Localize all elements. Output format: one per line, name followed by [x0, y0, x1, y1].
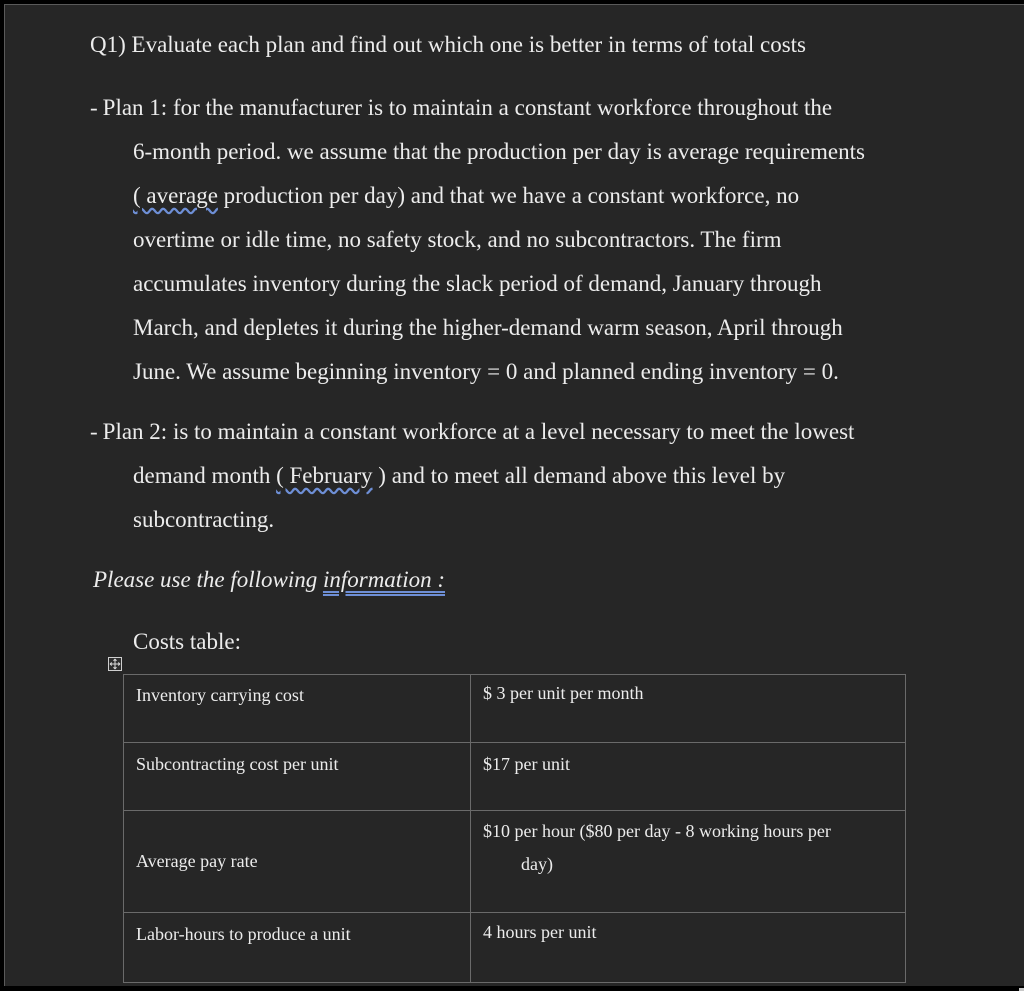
cost-value-cell[interactable]: 4 hours per unit: [471, 913, 906, 983]
costs-table-title: Costs table:: [133, 629, 241, 654]
plan-1-line-2: 6-month period. we assume that the production per day is average requirements: [133, 139, 865, 164]
cost-value-line-1: $10 per hour ($80 per day - 8 working hours per: [483, 821, 831, 841]
plan-1-line-6: March, and depletes it during the higher-demand warm season, April through: [133, 315, 843, 340]
spellcheck-word-february[interactable]: ( February: [276, 463, 373, 488]
table-move-handle-icon[interactable]: [108, 657, 122, 671]
cost-value-cell[interactable]: $ 3 per unit per month: [471, 675, 906, 743]
plan-2-line-1: Plan 2: is to maintain a constant workforce at a level necessary to meet the lowest: [102, 419, 855, 444]
cost-label-cell[interactable]: Subcontracting cost per unit: [124, 743, 471, 811]
plan-2-line-2-start: demand month: [133, 463, 277, 488]
table-row: [124, 675, 906, 743]
plan-1-line-1: Plan 1: for the manufacturer is to maintain a constant workforce throughout the: [102, 95, 833, 120]
plan-2-line-2-end: ) and to meet all demand above this level by: [372, 463, 786, 488]
plan-2-dash: -: [90, 419, 98, 444]
document-page: [4, 4, 1024, 986]
cost-value-line-2: day): [521, 854, 553, 874]
info-instruction: [93, 567, 445, 593]
costs-table: [123, 674, 906, 983]
cost-label-cell[interactable]: Average pay rate: [124, 811, 471, 913]
question-heading: Q1) Evaluate each plan and find out which one is better in terms of total costs: [90, 32, 806, 57]
cost-label-cell[interactable]: Labor-hours to produce a unit: [124, 913, 471, 983]
cost-value-cell[interactable]: $17 per unit: [471, 743, 906, 811]
spellcheck-word-average[interactable]: ( average: [133, 183, 218, 208]
plan-1-line-5: accumulates inventory during the slack period of demand, January through: [133, 271, 822, 296]
table-row: [124, 743, 906, 811]
cost-label-cell[interactable]: Inventory carrying cost: [124, 675, 471, 743]
plan-2-line-3: subcontracting.: [133, 507, 275, 532]
plan-1-line-3: production per day) and that we have a constant workforce, no: [217, 183, 800, 208]
plan-1-line-7: June. We assume beginning inventory = 0 and planned ending inventory = 0.: [133, 359, 839, 384]
table-row: [124, 913, 906, 983]
info-underlined-word[interactable]: information :: [322, 567, 445, 592]
info-prefix: Please use the following: [93, 567, 323, 592]
plan-1-dash: -: [90, 95, 98, 120]
plan-1-line-4: overtime or idle time, no safety stock, and no subcontractors. The firm: [133, 227, 782, 252]
cost-value-cell[interactable]: [471, 811, 906, 913]
table-row: [124, 811, 906, 913]
plan-1-paragraph: [90, 86, 970, 394]
plan-2-paragraph: [90, 410, 970, 542]
